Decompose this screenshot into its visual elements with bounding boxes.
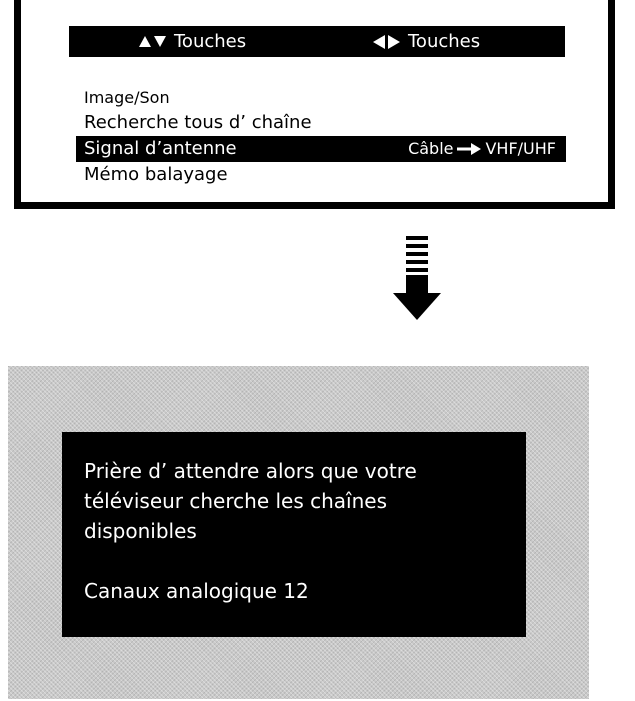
- header-leftright-hint: [373, 26, 480, 57]
- header-left-label: Touches: [174, 31, 247, 52]
- menu-item-label: Signal d’antenne: [84, 138, 237, 159]
- menu-item-signal-antenne[interactable]: [76, 136, 566, 162]
- scan-message: Prière d’ attendre alors que votre téléviseur cherche les chaînes disponibles: [84, 459, 417, 543]
- header-updown-hint: [139, 26, 246, 57]
- left-right-arrows-icon: [373, 35, 400, 49]
- menu-item-image-son[interactable]: [76, 86, 566, 110]
- down-arrow-icon: [393, 236, 441, 322]
- menu-item-label: Recherche tous d’ chaîne: [84, 112, 312, 133]
- value-to-label: VHF/UHF: [485, 139, 556, 158]
- tv-menu-screen: [14, 0, 615, 209]
- menu-item-label: Mémo balayage: [84, 164, 228, 185]
- menu-item-label: Image/Son: [84, 88, 170, 107]
- up-down-arrows-icon: [139, 36, 166, 47]
- menu-header-bar: [69, 26, 565, 57]
- right-arrow-icon: [457, 143, 481, 155]
- antenna-signal-value: [408, 136, 556, 162]
- scan-channel-status: Canaux analogique 12: [84, 579, 309, 603]
- scan-dialog: [62, 432, 526, 637]
- menu-list: [76, 86, 566, 188]
- header-right-label: Touches: [408, 31, 481, 52]
- value-from-label: Câble: [408, 139, 454, 158]
- scan-screen: [8, 366, 589, 699]
- menu-item-recherche-chaine[interactable]: [76, 110, 566, 136]
- menu-item-memo-balayage[interactable]: [76, 162, 566, 188]
